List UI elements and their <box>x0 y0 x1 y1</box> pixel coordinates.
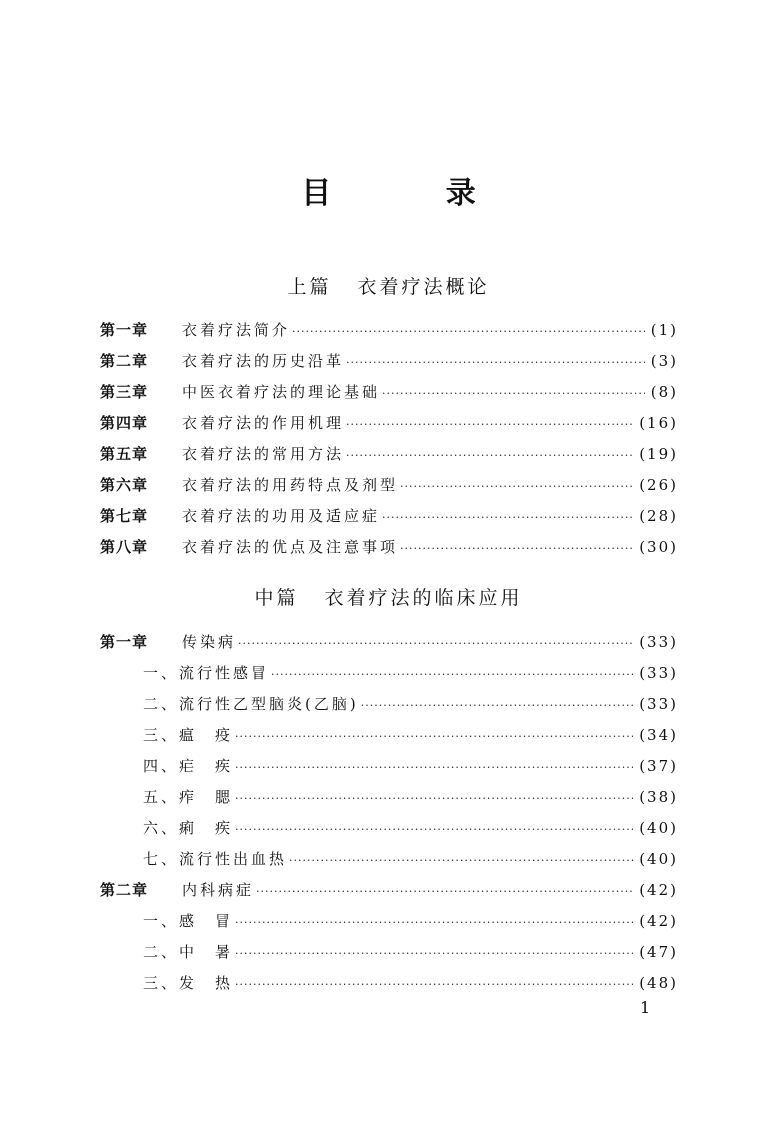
entry-title: 四、疟 疾 <box>143 757 234 775</box>
page-number: 1 <box>640 998 651 1017</box>
dot-leader <box>235 814 633 845</box>
page-ref: (40) <box>639 819 678 837</box>
entry-title: 中医衣着疗法的理论基础 <box>182 383 381 401</box>
part-heading-middle <box>0 583 777 610</box>
toc-subentry[interactable] <box>100 720 678 751</box>
chapter-label: 第五章 <box>100 445 149 463</box>
page-ref: (34) <box>639 726 678 744</box>
page-ref: (40) <box>639 850 678 868</box>
chapter-label: 第二章 <box>100 881 149 899</box>
dot-leader <box>289 845 633 876</box>
page-ref: (26) <box>639 476 678 494</box>
dot-leader <box>235 938 633 969</box>
toc-entry[interactable] <box>100 627 678 658</box>
chapter-label: 第二章 <box>100 352 149 370</box>
page-ref: (38) <box>639 788 678 806</box>
page-ref: (37) <box>639 757 678 775</box>
entry-title: 衣着疗法的历史沿革 <box>182 352 345 370</box>
dot-leader <box>400 471 633 502</box>
page-ref: (47) <box>639 943 678 961</box>
page-ref: (33) <box>639 664 678 682</box>
entry-title: 一、感 冒 <box>143 912 234 930</box>
chapter-label: 第六章 <box>100 476 149 494</box>
chapter-label: 第四章 <box>100 414 149 432</box>
entry-title: 衣着疗法简介 <box>182 321 291 339</box>
dot-leader <box>346 440 633 471</box>
dot-leader <box>256 876 633 907</box>
entry-title: 三、瘟 疫 <box>143 726 234 744</box>
toc-subentry[interactable] <box>100 844 678 875</box>
dot-leader <box>400 533 633 564</box>
entry-title: 六、痢 疾 <box>143 819 234 837</box>
toc-subentry[interactable] <box>100 968 678 999</box>
toc-subentry[interactable] <box>100 906 678 937</box>
entry-title: 内科病症 <box>182 881 255 899</box>
dot-leader <box>235 721 633 752</box>
chapter-label: 第七章 <box>100 507 149 525</box>
part-label: 上篇 <box>287 276 332 298</box>
entry-title: 五、痄 腮 <box>143 788 234 806</box>
page-ref: (42) <box>639 912 678 930</box>
dot-leader <box>346 347 645 378</box>
entry-title: 二、流行性乙型脑炎(乙脑) <box>143 695 359 713</box>
chapter-label: 第一章 <box>100 633 149 651</box>
toc-subentry[interactable] <box>100 813 678 844</box>
toc-subentry[interactable] <box>100 689 678 720</box>
dot-leader <box>361 690 633 721</box>
page-ref: (28) <box>639 507 678 525</box>
chapter-label: 第一章 <box>100 321 149 339</box>
page-ref: (16) <box>639 414 678 432</box>
dot-leader <box>235 752 633 783</box>
toc-subentry[interactable] <box>100 782 678 813</box>
dot-leader <box>235 907 633 938</box>
page-ref: (42) <box>639 881 678 899</box>
toc-entry[interactable] <box>100 315 678 346</box>
entry-title: 一、流行性感冒 <box>143 664 270 682</box>
entry-title: 二、中 暑 <box>143 943 234 961</box>
page-ref: (19) <box>639 445 678 463</box>
page-ref: (48) <box>639 974 678 992</box>
toc-entry[interactable] <box>100 501 678 532</box>
toc-entry[interactable] <box>100 875 678 906</box>
dot-leader <box>382 502 633 533</box>
toc-part-upper <box>100 315 678 563</box>
toc-entry[interactable] <box>100 408 678 439</box>
page-title: 目 录 <box>301 176 528 211</box>
toc-entry[interactable] <box>100 346 678 377</box>
page-ref: (1) <box>650 321 678 339</box>
chapter-label: 第三章 <box>100 383 149 401</box>
part-label: 中篇 <box>254 587 299 609</box>
toc-subentry[interactable] <box>100 751 678 782</box>
page-ref: (30) <box>639 538 678 556</box>
dot-leader <box>235 969 633 1000</box>
entry-title: 衣着疗法的功用及适应症 <box>182 507 381 525</box>
dot-leader <box>382 378 645 409</box>
part-heading-upper <box>0 272 777 299</box>
entry-title: 衣着疗法的优点及注意事项 <box>182 538 399 556</box>
page-ref: (8) <box>650 383 678 401</box>
toc-part-middle <box>100 627 678 999</box>
dot-leader <box>346 409 633 440</box>
entry-title: 衣着疗法的常用方法 <box>182 445 345 463</box>
toc-entry[interactable] <box>100 470 678 501</box>
dot-leader <box>235 783 633 814</box>
toc-entry[interactable] <box>100 439 678 470</box>
dot-leader <box>292 316 645 347</box>
entry-title: 衣着疗法的用药特点及剂型 <box>182 476 399 494</box>
part-title: 衣着疗法概论 <box>357 276 490 298</box>
toc-entry[interactable] <box>100 377 678 408</box>
page-ref: (33) <box>639 633 678 651</box>
page-ref: (3) <box>650 352 678 370</box>
entry-title: 传染病 <box>182 633 237 651</box>
toc-subentry[interactable] <box>100 937 678 968</box>
entry-title: 三、发 热 <box>143 974 234 992</box>
part-title: 衣着疗法的临床应用 <box>324 587 523 609</box>
toc-subentry[interactable] <box>100 658 678 689</box>
toc-entry[interactable] <box>100 532 678 563</box>
entry-title: 衣着疗法的作用机理 <box>182 414 345 432</box>
entry-title: 七、流行性出血热 <box>143 850 288 868</box>
chapter-label: 第八章 <box>100 538 149 556</box>
page-ref: (33) <box>639 695 678 713</box>
dot-leader <box>271 659 633 690</box>
dot-leader <box>238 628 633 659</box>
